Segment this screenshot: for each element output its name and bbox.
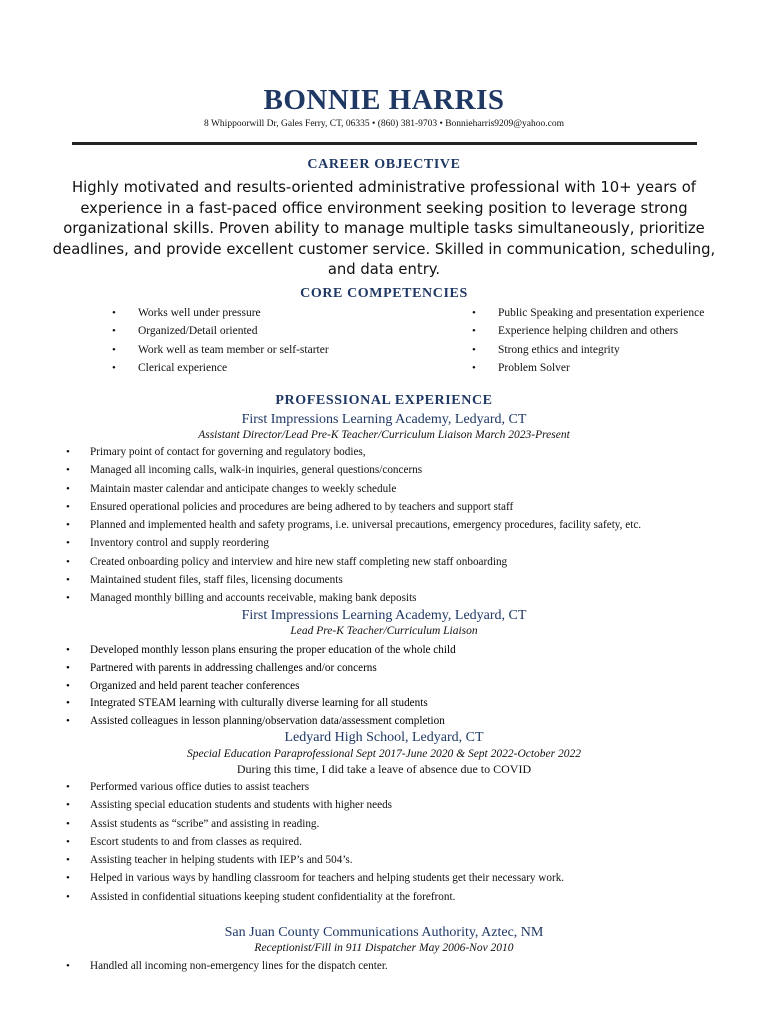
list-item: • Helped in various ways by handling classroom for teachers and helping students get their necessary work.: [66, 869, 564, 887]
list-item: • Escort students to and from classes as required.: [66, 833, 564, 851]
list-item: • Organized and held parent teacher conferences: [66, 678, 456, 696]
contact-line: 8 Whippoorwill Dr, Gales Ferry, CT, 06335 • (860) 381-9703 • Bonnieharris9209@yahoo.com: [204, 119, 564, 129]
list-item: • Assisted colleagues in lesson planning/observation data/assessment completion: [66, 713, 456, 731]
job-duties-list: [66, 778, 564, 906]
list-item: • Developed monthly lesson plans ensuring the proper education of the whole child: [66, 642, 456, 660]
list-item: • Handled all incoming non-emergency lines for the dispatch center.: [66, 957, 388, 975]
job-org: First Impressions Learning Academy, Ledyard, CT: [241, 412, 527, 427]
list-item: • Assisted in confidential situations keeping student confidentiality at the forefront.: [66, 888, 564, 906]
job-role: Assistant Director/Lead Pre-K Teacher/Curriculum Liaison March 2023-Present: [198, 429, 570, 441]
list-item: • Assist students as “scribe” and assisting in reading.: [66, 815, 564, 833]
list-item: • Maintained student files, staff files, licensing documents: [66, 571, 641, 589]
competencies-heading: CORE COMPETENCIES: [300, 286, 468, 301]
experience-heading: PROFESSIONAL EXPERIENCE: [275, 393, 493, 408]
job-role: Lead Pre-K Teacher/Curriculum Liaison: [290, 625, 478, 637]
list-item: • Primary point of contact for governing and regulatory bodies,: [66, 443, 641, 461]
list-item: • Assisting special education students and students with higher needs: [66, 796, 564, 814]
list-item: • Managed monthly billing and accounts receivable, making bank deposits: [66, 589, 641, 607]
list-item: • Work well as team member or self-starter: [112, 341, 329, 359]
list-item: • Assisting teacher in helping students with IEP’s and 504’s.: [66, 851, 564, 869]
job-org: San Juan County Communications Authority, Aztec, NM: [224, 925, 544, 940]
list-item: • Public Speaking and presentation experience: [472, 304, 704, 322]
job-role: Special Education Paraprofessional Sept 2017-June 2020 & Sept 2022-October 2022: [186, 748, 582, 760]
list-item: • Performed various office duties to assist teachers: [66, 778, 564, 796]
list-item: • Inventory control and supply reordering: [66, 534, 641, 552]
list-item: • Strong ethics and integrity: [472, 341, 704, 359]
header-divider: [72, 142, 697, 145]
list-item: • Partnered with parents in addressing challenges and/or concerns: [66, 660, 456, 678]
job-duties-list: [66, 642, 456, 731]
list-item: • Integrated STEAM learning with culturally diverse learning for all students: [66, 695, 456, 713]
job-org: Ledyard High School, Ledyard, CT: [284, 730, 484, 745]
objective-text: Highly motivated and results-oriented administrative professional with 10+ years of experience in a fast-paced office environment seeking position to leverage strong organizational skills. Proven ability to manage multiple tasks simultaneously, prioritize deadlines, and provide excellent customer service. Skilled in communication, scheduling, and data entry.: [52, 179, 716, 278]
list-item: • Problem Solver: [472, 359, 704, 377]
job-role: Receptionist/Fill in 911 Dispatcher May 2006-Nov 2010: [254, 942, 514, 954]
candidate-name: BONNIE HARRIS: [263, 84, 505, 116]
list-item: • Experience helping children and others: [472, 322, 704, 340]
competencies-right-list: [472, 304, 704, 377]
list-item: • Maintain master calendar and anticipate changes to weekly schedule: [66, 480, 641, 498]
job-org: First Impressions Learning Academy, Ledyard, CT: [241, 608, 527, 623]
list-item: • Created onboarding policy and interview and hire new staff completing new staff onboarding: [66, 553, 641, 571]
job-note: During this time, I did take a leave of absence due to COVID: [236, 762, 532, 776]
objective-heading: CAREER OBJECTIVE: [307, 157, 461, 172]
job-duties-list: [66, 957, 388, 975]
list-item: • Organized/Detail oriented: [112, 322, 329, 340]
list-item: • Managed all incoming calls, walk-in inquiries, general questions/concerns: [66, 461, 641, 479]
list-item: • Ensured operational policies and procedures are being adhered to by teachers and support staff: [66, 498, 641, 516]
competencies-left-list: [112, 304, 329, 377]
job-duties-list: [66, 443, 641, 608]
list-item: • Clerical experience: [112, 359, 329, 377]
list-item: • Planned and implemented health and safety programs, i.e. universal precautions, emergency procedures, facility safety, etc.: [66, 516, 641, 534]
list-item: • Works well under pressure: [112, 304, 329, 322]
